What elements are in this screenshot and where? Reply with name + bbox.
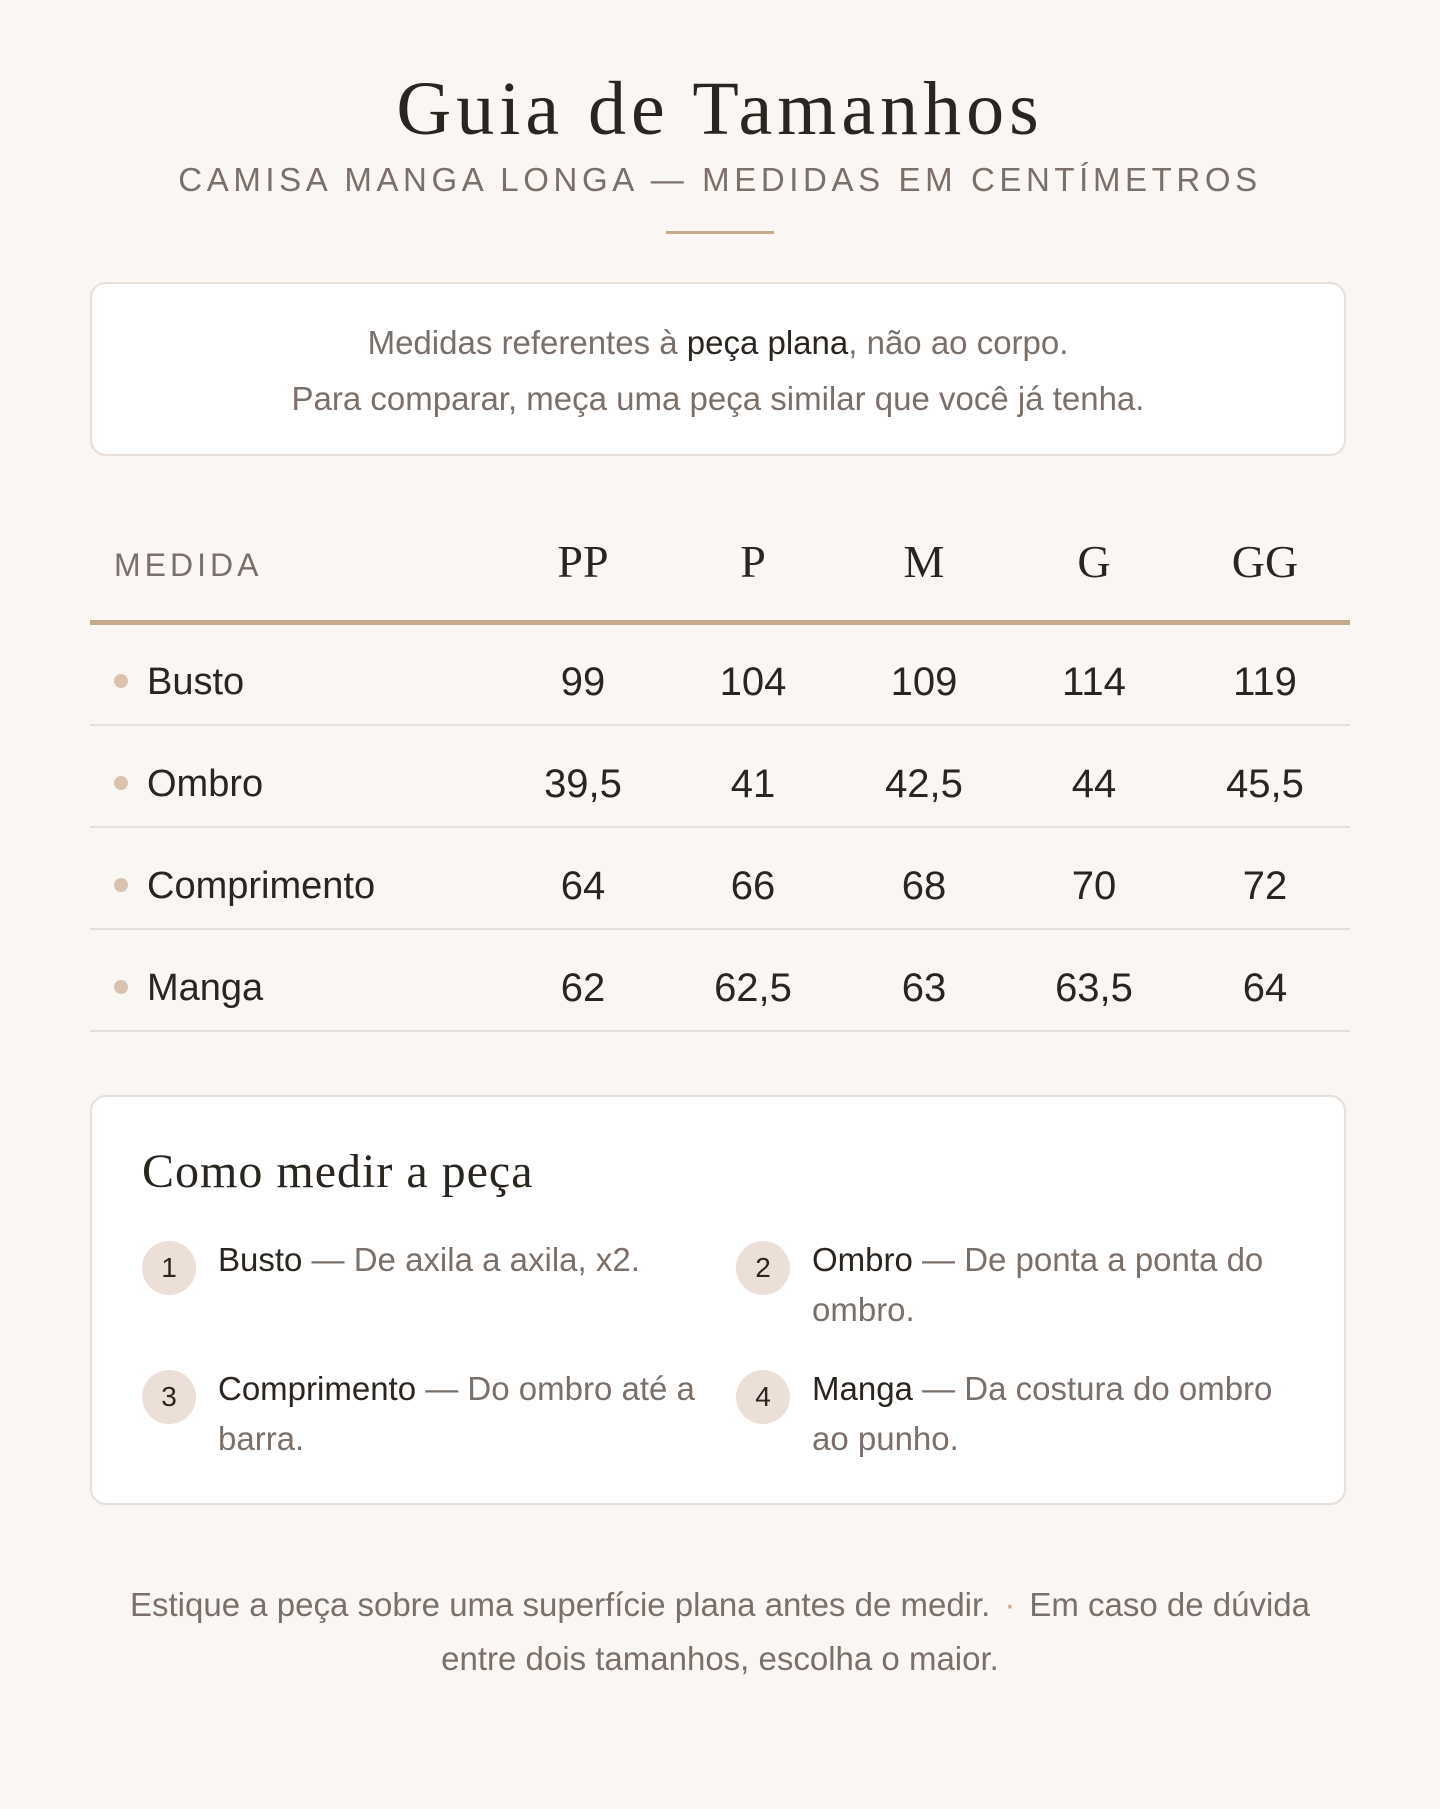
table-cell: 64 xyxy=(1242,966,1288,1010)
page-title: Guia de Tamanhos xyxy=(396,67,1044,151)
bullet-dot xyxy=(114,674,128,688)
column-header-p: P xyxy=(740,536,766,587)
note-text: Medidas referentes à xyxy=(367,324,687,361)
step-text xyxy=(218,1364,718,1464)
table-cell: 63,5 xyxy=(1055,966,1133,1010)
table-row-comprimento xyxy=(90,828,1350,930)
bullet-dot xyxy=(114,878,128,892)
table-cell: 64 xyxy=(560,864,606,908)
table-cell: 68 xyxy=(901,864,947,908)
table-cell: 62,5 xyxy=(714,966,792,1010)
title-divider xyxy=(666,231,774,234)
table-cell: 41 xyxy=(730,762,776,806)
note-line-1 xyxy=(92,315,1344,371)
step-description: — Da costura do ombro ao punho. xyxy=(812,1370,1273,1457)
step-term: Manga xyxy=(812,1370,913,1407)
note-line-2: Para comparar, meça uma peça similar que você já tenha. xyxy=(291,380,1145,417)
table-cell: 66 xyxy=(730,864,776,908)
row-label: Busto xyxy=(147,661,245,703)
footer-note xyxy=(90,1578,1350,1686)
table-cell: 99 xyxy=(560,660,606,704)
bullet-dot xyxy=(114,776,128,790)
size-table xyxy=(90,520,1350,1032)
column-header-pp: PP xyxy=(557,536,609,587)
table-cell: 70 xyxy=(1071,864,1117,908)
step-number: 2 xyxy=(736,1241,790,1295)
page-subtitle: CAMISA MANGA LONGA — MEDIDAS EM CENTÍMETROS xyxy=(178,161,1262,198)
footer-text: Estique a peça sobre uma superfície plana antes de medir. xyxy=(129,1586,991,1623)
column-header-m: M xyxy=(903,536,945,587)
table-cell: 114 xyxy=(1062,660,1126,704)
row-label: Ombro xyxy=(147,763,264,805)
note-emphasis: peça plana xyxy=(686,324,849,361)
step-text xyxy=(218,1235,718,1285)
step-number: 3 xyxy=(142,1370,196,1424)
step-description: — De axila a axila, x2. xyxy=(302,1241,640,1278)
step-number: 4 xyxy=(736,1370,790,1424)
footer-text: Em caso de dúvida entre dois tamanhos, escolha o maior. xyxy=(441,1586,1311,1677)
step-number: 1 xyxy=(142,1241,196,1295)
table-cell: 72 xyxy=(1242,864,1288,908)
column-header-measure: MEDIDA xyxy=(114,547,263,583)
step-term: Comprimento xyxy=(218,1370,417,1407)
row-label: Comprimento xyxy=(147,865,376,907)
column-header-g: G xyxy=(1077,536,1111,587)
bullet-dot xyxy=(114,980,128,994)
row-label: Manga xyxy=(147,967,264,1009)
table-cell: 109 xyxy=(890,660,958,704)
how-to-title: Como medir a peça xyxy=(142,1145,534,1198)
step-description: — Do ombro até a barra. xyxy=(218,1370,695,1457)
table-row-busto xyxy=(90,624,1350,726)
step-text xyxy=(812,1364,1312,1464)
step-term: Busto xyxy=(218,1241,303,1278)
table-cell: 44 xyxy=(1071,762,1117,806)
flat-measure-note xyxy=(90,282,1346,456)
step-description: — De ponta a ponta do ombro. xyxy=(812,1241,1264,1328)
step-term: Ombro xyxy=(812,1241,913,1278)
table-row-manga xyxy=(90,930,1350,1032)
table-row-ombro xyxy=(90,726,1350,828)
table-cell: 42,5 xyxy=(885,762,963,806)
how-to-measure-card xyxy=(90,1095,1346,1505)
table-cell: 45,5 xyxy=(1226,762,1304,806)
step-text xyxy=(812,1235,1312,1335)
column-header-gg: GG xyxy=(1231,536,1299,587)
note-text: , não ao corpo. xyxy=(848,324,1069,361)
table-cell: 119 xyxy=(1233,660,1297,704)
table-cell: 62 xyxy=(560,966,606,1010)
table-header xyxy=(90,520,1350,624)
table-cell: 39,5 xyxy=(544,762,622,806)
table-cell: 63 xyxy=(901,966,947,1010)
table-cell: 104 xyxy=(719,660,787,704)
footer-separator: · xyxy=(1004,1586,1016,1623)
